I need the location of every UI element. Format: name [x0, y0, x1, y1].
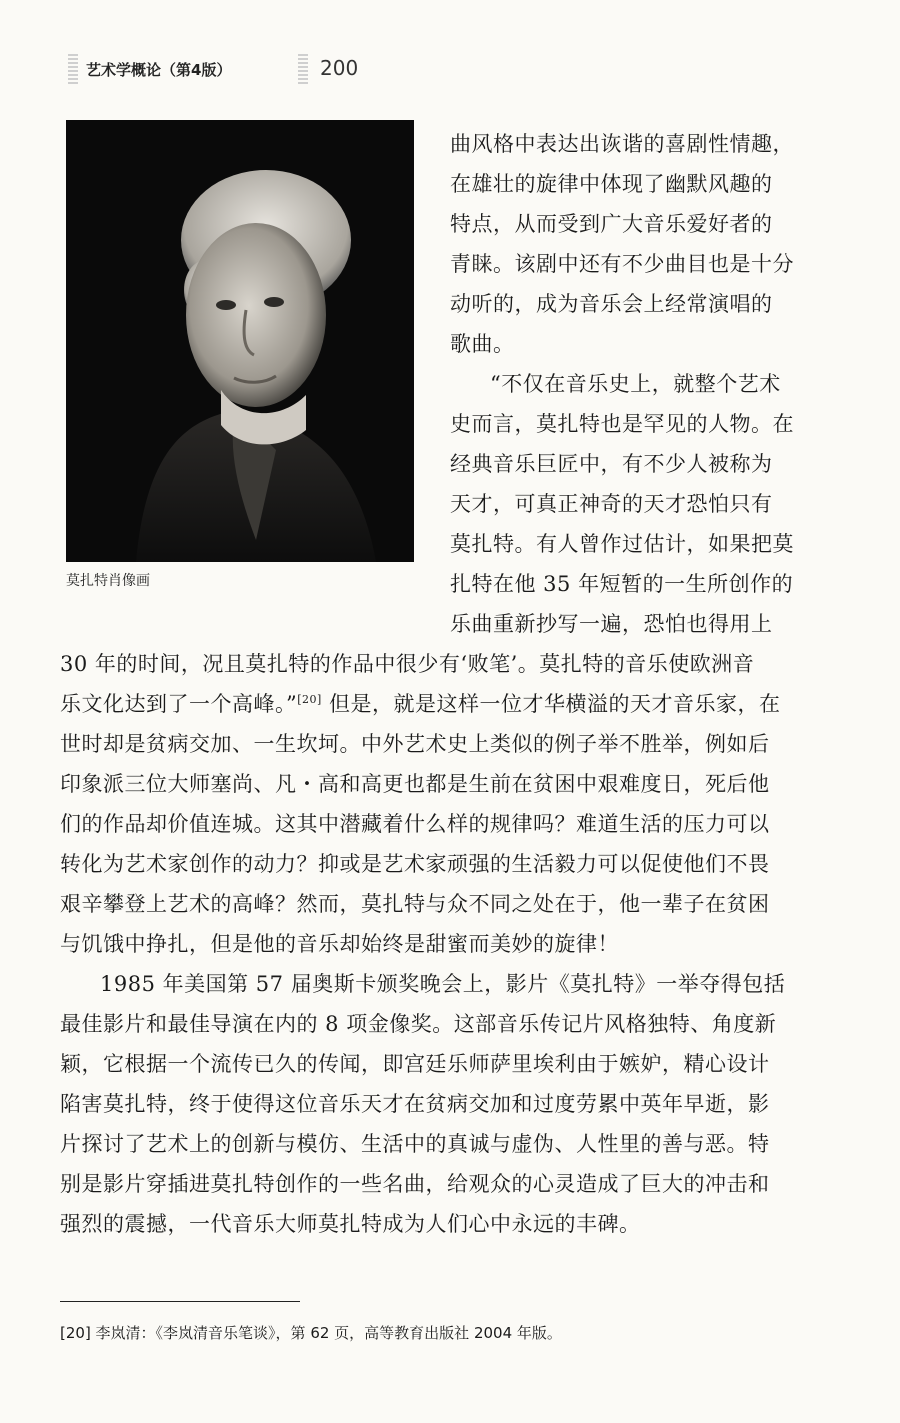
body-line: 在雄壮的旋律中体现了幽默风趣的: [450, 172, 773, 196]
body-line: 曲风格中表达出诙谐的喜剧性情趣，: [450, 132, 794, 156]
book-title: 艺术学概论（第4版）: [86, 61, 232, 79]
ref-line-before: 乐文化达到了一个高峰。”: [60, 692, 298, 716]
body-line: 史而言，莫扎特也是罕见的人物。在: [450, 412, 794, 436]
body-line: 陷害莫扎特，终于使得这位音乐天才在贫病交加和过度劳累中英年早逝，影: [60, 1092, 770, 1116]
body-line: 世时却是贫病交加、一生坎坷。中外艺术史上类似的例子举不胜举，例如后: [60, 732, 770, 756]
footnote-reference[interactable]: [20]: [297, 693, 322, 706]
body-line: 经典音乐巨匠中，有不少人被称为: [450, 452, 773, 476]
body-line: 歌曲。: [450, 332, 515, 356]
body-line: 强烈的震撼，一代音乐大师莫扎特成为人们心中永远的丰碑。: [60, 1212, 641, 1236]
page-number: 200: [320, 56, 359, 80]
body-line: 1985 年美国第 57 届奥斯卡颁奖晚会上，影片《莫扎特》一举夺得包括: [100, 972, 786, 996]
body-line: 30 年的时间，况且莫扎特的作品中很少有‘败笔’。莫扎特的音乐使欧洲音: [60, 652, 755, 676]
body-line-with-reference: [60, 684, 800, 724]
body-line: 天才，可真正神奇的天才恐怕只有: [450, 492, 773, 516]
body-line: 艰辛攀登上艺术的高峰？然而，莫扎特与众不同之处在于，他一辈子在贫困: [60, 892, 770, 916]
running-header: [60, 50, 460, 90]
body-line: 乐曲重新抄写一遍，恐怕也得用上: [450, 612, 773, 636]
footnote-divider: [60, 1301, 300, 1302]
body-line: 印象派三位大师塞尚、凡・高和高更也都是生前在贫困中艰难度日，死后他: [60, 772, 770, 796]
body-line: 与饥饿中挣扎，但是他的音乐却始终是甜蜜而美妙的旋律！: [60, 932, 619, 956]
body-line: 转化为艺术家创作的动力？抑或是艺术家顽强的生活毅力可以促使他们不畏: [60, 852, 770, 876]
body-line: 青睐。该剧中还有不少曲目也是十分: [450, 252, 794, 276]
body-line: 颖，它根据一个流传已久的传闻，即宫廷乐师萨里埃利由于嫉妒，精心设计: [60, 1052, 770, 1076]
header-ornament-right: [298, 54, 308, 84]
footnote-text: [20] 李岚清：《李岚清音乐笔谈》，第 62 页，高等教育出版社 2004 年版。: [60, 1324, 562, 1342]
figure-caption: 莫扎特肖像画: [66, 573, 150, 589]
body-line: 动听的，成为音乐会上经常演唱的: [450, 292, 773, 316]
body-line: “不仅在音乐史上，就整个艺术: [490, 372, 781, 396]
mozart-portrait-image: [66, 120, 414, 562]
body-line: 别是影片穿插进莫扎特创作的一些名曲，给观众的心灵造成了巨大的冲击和: [60, 1172, 770, 1196]
ref-line-after: 但是，就是这样一位才华横溢的天才音乐家，在: [321, 692, 781, 716]
body-line: 片探讨了艺术上的创新与模仿、生活中的真诚与虚伪、人性里的善与恶。特: [60, 1132, 770, 1156]
body-line: 扎特在他 35 年短暂的一生所创作的: [450, 572, 794, 596]
body-line: 莫扎特。有人曾作过估计，如果把莫: [450, 532, 794, 556]
body-line: 们的作品却价值连城。这其中潜藏着什么样的规律吗？难道生活的压力可以: [60, 812, 770, 836]
body-line: 最佳影片和最佳导演在内的 8 项金像奖。这部音乐传记片风格独特、角度新: [60, 1012, 777, 1036]
header-ornament-left: [68, 54, 78, 84]
body-line: 特点，从而受到广大音乐爱好者的: [450, 212, 773, 236]
